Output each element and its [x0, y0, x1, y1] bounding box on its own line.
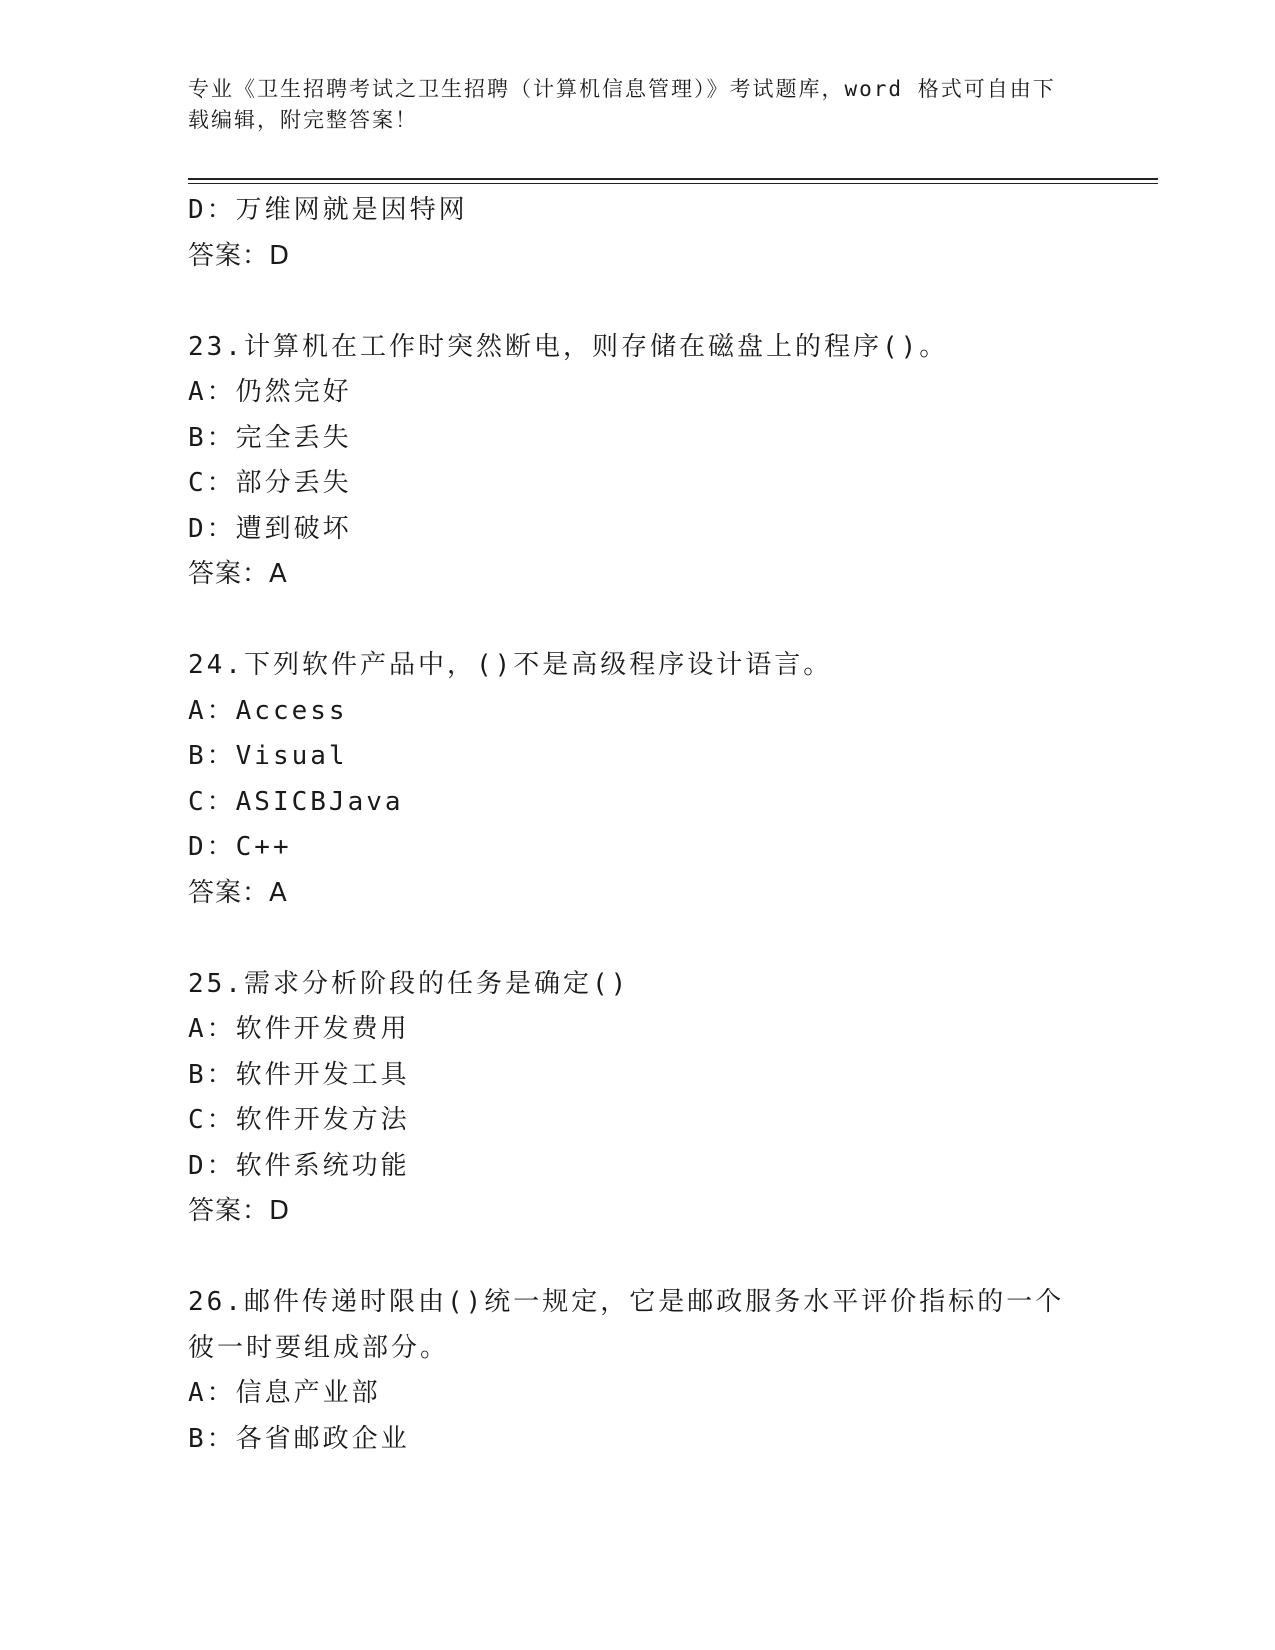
- option-a: A：软件开发费用: [188, 1014, 410, 1044]
- prev-option-d: D：万维网就是因特网: [188, 195, 468, 225]
- question-list: [188, 188, 1088, 1462]
- option-c: C：ASICBJava: [188, 786, 404, 817]
- answer: [188, 552, 1088, 598]
- option-a: A：仍然完好: [188, 377, 352, 407]
- answer-text: 答案：D: [188, 240, 291, 271]
- question-text: 23.计算机在工作时突然断电，则存储在磁盘上的程序()。: [188, 331, 949, 362]
- answer-text: 答案：A: [188, 877, 288, 908]
- answer-text: 答案：A: [188, 559, 288, 589]
- prev-answer: [188, 234, 1088, 280]
- option-a: A：Access: [188, 695, 348, 726]
- spacer: [188, 598, 1088, 644]
- option-d: D：遭到破坏: [188, 513, 352, 544]
- header-divider-thin: [188, 183, 1158, 184]
- answer-text: 答案：D: [188, 1196, 291, 1226]
- spacer: [188, 279, 1088, 325]
- option-b: B：Visual: [188, 741, 348, 771]
- spacer: [188, 1235, 1088, 1281]
- spacer: [188, 916, 1088, 962]
- option-c: C：部分丢失: [188, 468, 352, 498]
- question-text: 25.需求分析阶段的任务是确定(): [188, 968, 630, 999]
- option-b: B：完全丢失: [188, 422, 352, 453]
- option-c: C：软件开发方法: [188, 1105, 410, 1135]
- option-d: D：软件系统功能: [188, 1150, 410, 1181]
- answer: [188, 1189, 1088, 1235]
- option-b: B：软件开发工具: [188, 1059, 410, 1090]
- question-text: 24.下列软件产品中，()不是高级程序设计语言。: [188, 650, 833, 680]
- document-header: 专业《卫生招聘考试之卫生招聘（计算机信息管理）》考试题库，word 格式可自由下载编辑，附完整答案！: [188, 77, 1056, 132]
- answer: [188, 871, 1088, 917]
- option-d: D：C++: [188, 832, 292, 862]
- option-a: A：信息产业部: [188, 1378, 381, 1408]
- question-text: 26.邮件传递时限由()统一规定，它是邮政服务水平评价指标的一个彼一时要组成部分。: [188, 1287, 1065, 1363]
- option-b: B：各省邮政企业: [188, 1423, 410, 1454]
- header-divider-thick: [188, 178, 1158, 180]
